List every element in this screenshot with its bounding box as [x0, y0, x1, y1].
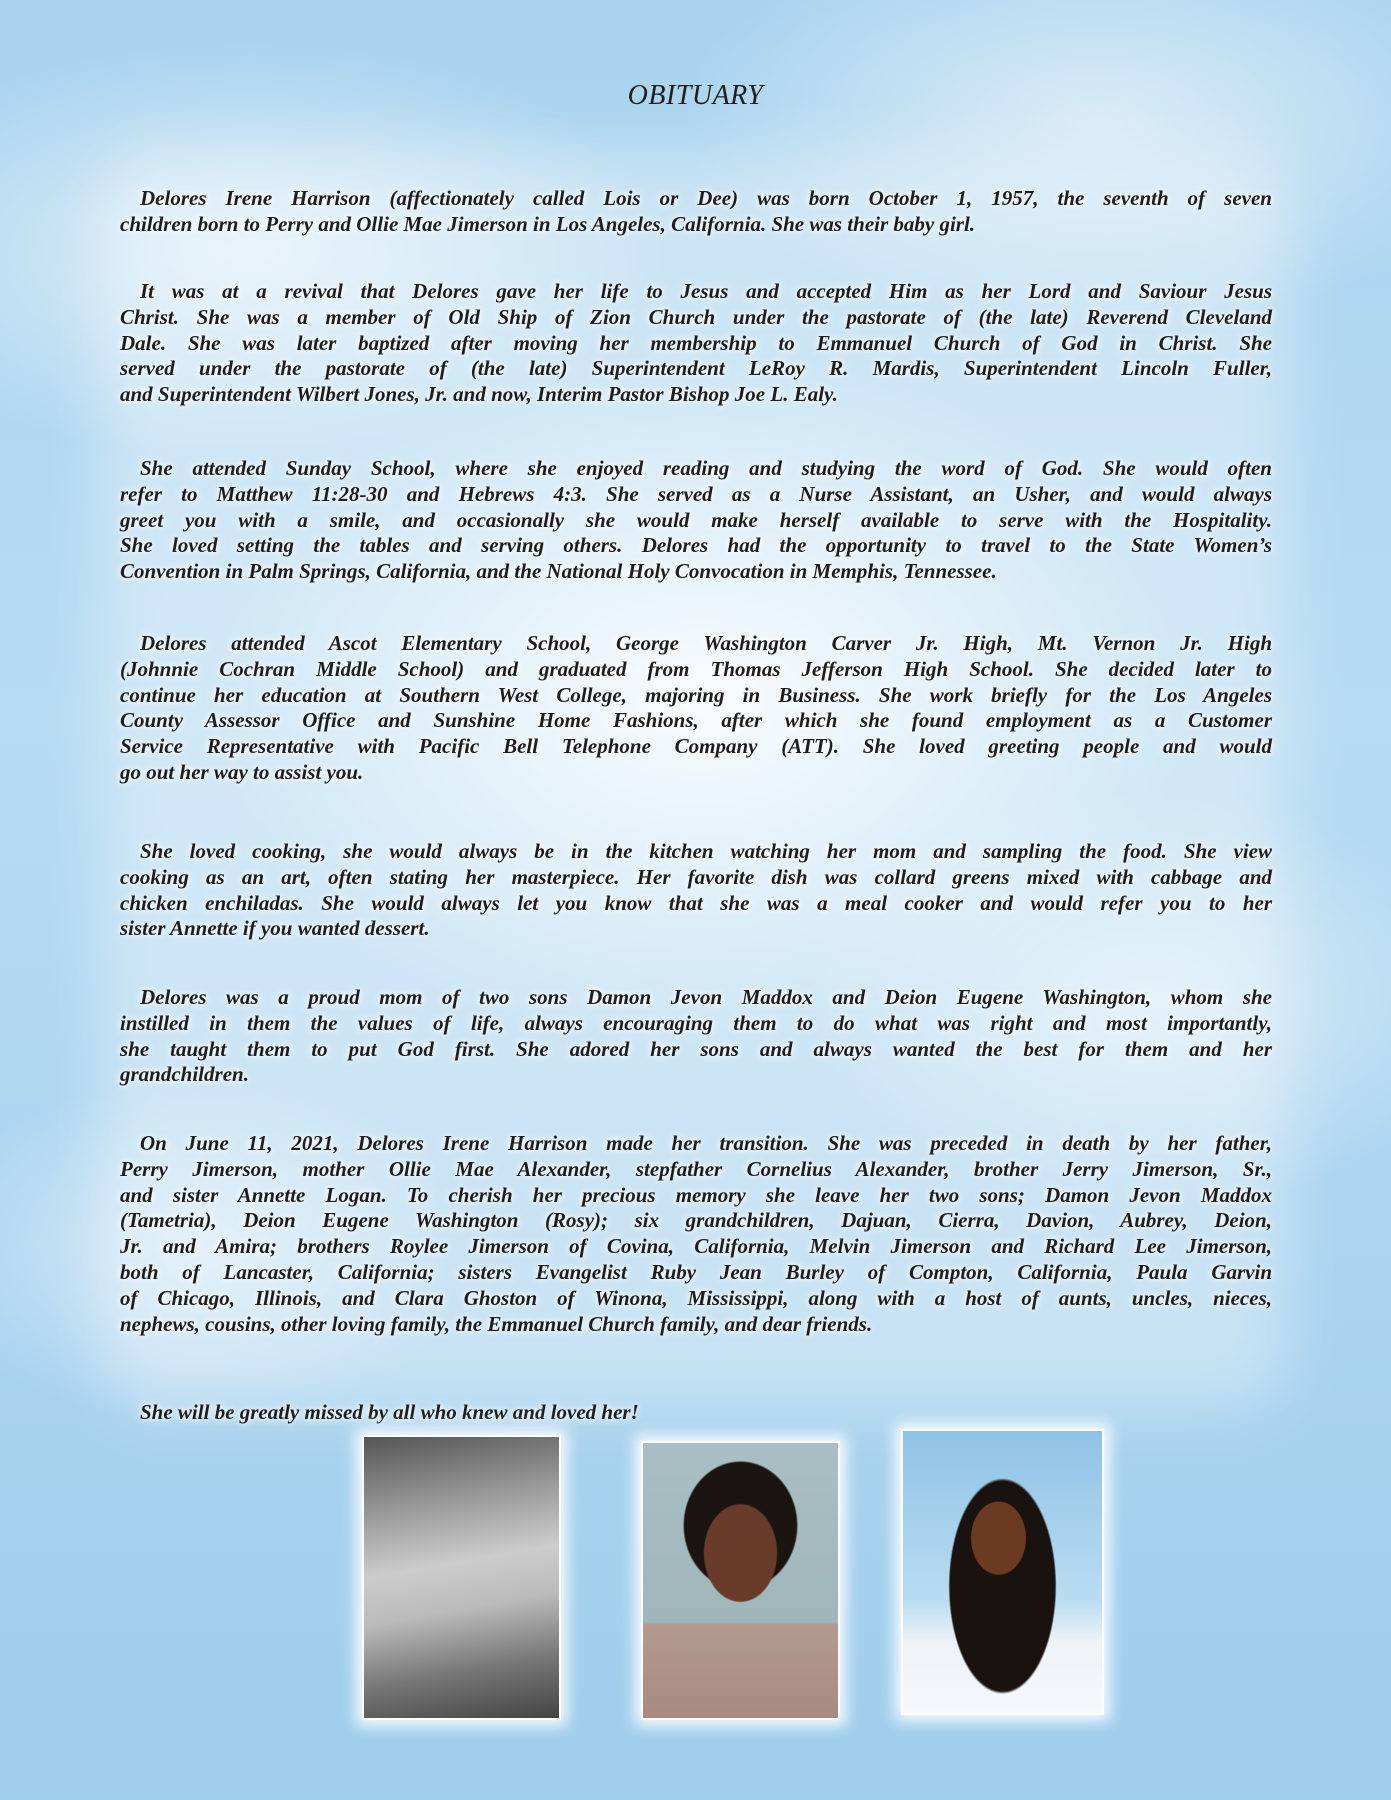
paragraph-line: She loved setting the tables and serving others. Delores had the opportunity to travel to the State Women’s: [120, 533, 1272, 558]
photo-school-portrait: [641, 1441, 840, 1720]
paragraph-line: cooking as an art, often stating her masterpiece. Her favorite dish was collard greens mixed with cabbage and: [120, 864, 1272, 889]
obituary-paragraph: [120, 1400, 1272, 1426]
obituary-paragraph: [120, 279, 1272, 408]
paragraph-line: Delores attended Ascot Elementary School, George Washington Carver Jr. High, Mt. Vernon Jr. High: [140, 631, 1272, 655]
paragraph-line: of Chicago, Illinois, and Clara Ghoston of Winona, Mississippi, along with a host of aunts, uncles, nieces,: [120, 1285, 1272, 1310]
paragraph-line: She attended Sunday School, where she enjoyed reading and studying the word of God. She would often: [140, 456, 1272, 480]
paragraph-line: she taught them to put God first. She adored her sons and always wanted the best for them and her: [120, 1036, 1272, 1061]
paragraph-line: sister Annette if you wanted dessert.: [120, 916, 430, 941]
paragraph-line: Convention in Palm Springs, California, and the National Holy Convocation in Memphis, Tennessee.: [120, 559, 997, 584]
obituary-paragraph: [120, 186, 1272, 238]
paragraph-line: Christ. She was a member of Old Ship of Zion Church under the pastorate of (the late) Reverend Cleveland: [120, 304, 1272, 329]
paragraph-line: children born to Perry and Ollie Mae Jimerson in Los Angeles, California. She was their baby girl.: [120, 211, 976, 236]
paragraph-line: (Johnnie Cochran Middle School) and graduated from Thomas Jefferson High School. She decided later to: [120, 656, 1272, 681]
paragraph-line: Dale. She was later baptized after moving her membership to Emmanuel Church of God in Christ. She: [120, 330, 1272, 355]
paragraph-line: Delores Irene Harrison (affectionately called Lois or Dee) was born October 1, 1957, the seventh of seven: [140, 186, 1272, 210]
paragraph-line: (Tametria), Deion Eugene Washington (Rosy); six grandchildren, Dajuan, Cierra, Davion, Aubrey, Deion,: [120, 1208, 1272, 1233]
paragraph-line: continue her education at Southern West College, majoring in Business. She work briefly for the Los Angeles: [120, 682, 1272, 707]
paragraph-line: refer to Matthew 11:28-30 and Hebrews 4:3. She served as a Nurse Assistant, an Usher, and would always: [120, 481, 1272, 506]
page-title: OBITUARY: [627, 80, 764, 111]
paragraph-line: instilled in them the values of life, always encouraging them to do what was right and most importantly,: [120, 1010, 1272, 1035]
paragraph-line: County Assessor Office and Sunshine Home Fashions, after which she found employment as a Customer: [120, 708, 1272, 733]
obituary-paragraph: [120, 839, 1272, 942]
paragraph-line: served under the pastorate of (the late) Superintendent LeRoy R. Mardis, Superintendent Lincoln Fuller,: [120, 356, 1272, 381]
photo-adult-portrait: [901, 1429, 1104, 1715]
paragraph-line: and Superintendent Wilbert Jones, Jr. and now, Interim Pastor Bishop Joe L. Ealy.: [120, 382, 838, 407]
obituary-paragraph: [120, 1131, 1272, 1337]
paragraph-line: Service Representative with Pacific Bell Telephone Company (ATT). She loved greeting people and would: [120, 734, 1272, 759]
paragraph-line: She will be greatly missed by all who knew and loved her!: [140, 1400, 639, 1424]
obituary-paragraph: [120, 631, 1272, 786]
paragraph-line: grandchildren.: [120, 1062, 249, 1087]
paragraph-line: Delores was a proud mom of two sons Damon Jevon Maddox and Deion Eugene Washington, whom she: [140, 985, 1272, 1009]
paragraph-line: nephews, cousins, other loving family, the Emmanuel Church family, and dear friends.: [120, 1311, 873, 1336]
obituary-paragraph: [120, 985, 1272, 1088]
paragraph-line: She loved cooking, she would always be in the kitchen watching her mom and sampling the food. She view: [140, 839, 1272, 863]
paragraph-line: chicken enchiladas. She would always let you know that she was a meal cooker and would refer you to her: [120, 890, 1272, 915]
paragraph-line: On June 11, 2021, Delores Irene Harrison made her transition. She was preceded in death by her father,: [140, 1131, 1272, 1155]
paragraph-line: It was at a revival that Delores gave her life to Jesus and accepted Him as her Lord and Saviour Jesus: [140, 279, 1272, 303]
photo-childhood-outdoors: [362, 1435, 561, 1720]
obituary-paragraph: [120, 456, 1272, 585]
paragraph-line: and sister Annette Logan. To cherish her precious memory she leave her two sons; Damon Jevon Maddox: [120, 1182, 1272, 1207]
paragraph-line: greet you with a smile, and occasionally she would make herself available to serve with the Hospitality.: [120, 507, 1272, 532]
paragraph-line: Perry Jimerson, mother Ollie Mae Alexander, stepfather Cornelius Alexander, brother Jerry Jimerson, Sr.,: [120, 1156, 1272, 1181]
paragraph-line: Jr. and Amira; brothers Roylee Jimerson of Covina, California, Melvin Jimerson and Richard Lee Jimerson,: [120, 1234, 1272, 1259]
paragraph-line: go out her way to assist you.: [120, 759, 364, 784]
paragraph-line: both of Lancaster, California; sisters Evangelist Ruby Jean Burley of Compton, California, Paula Garvin: [120, 1259, 1272, 1284]
